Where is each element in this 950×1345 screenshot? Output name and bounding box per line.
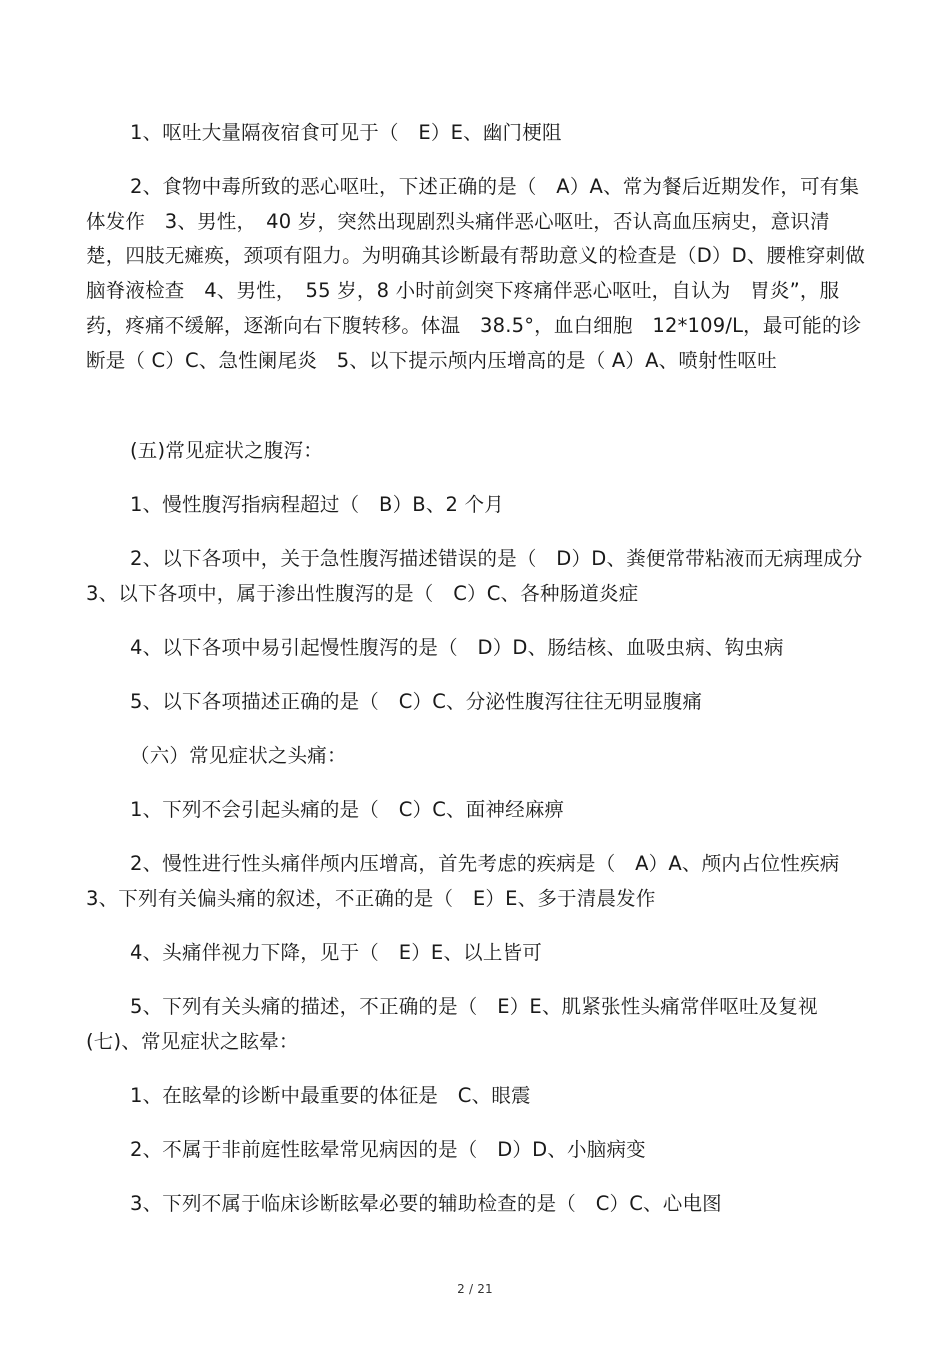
paragraph-6: 5、以下各项描述正确的是（ C）C、分泌性腹泻往往无明显腹痛 xyxy=(130,690,703,713)
paragraph-7: 1、下列不会引起头痛的是（ C）C、面神经麻痹 xyxy=(130,798,565,821)
paragraph-3: 1、慢性腹泻指病程超过（ B）B、2 个月 xyxy=(130,493,504,516)
paragraph-9: 4、头痛伴视力下降，见于（ E）E、以上皆可 xyxy=(130,941,542,964)
paragraph-13: 3、下列不属于临床诊断眩晕必要的辅助检查的是（ C）C、心电图 xyxy=(130,1192,722,1215)
paragraph-11: 1、在眩晕的诊断中最重要的体征是 C、眼震 xyxy=(130,1084,531,1107)
paragraph-2: 2、食物中毒所致的恶心呕吐，下述正确的是（ A）A、常为餐后近期发作，可有集体发作 3、男性， 40 岁，突然出现剧烈头痛伴恶心呕吐，否认高血压病史，意识清楚，四肢无瘫痪，颈项有阻力。为明确其诊断最有帮助意义的检查是（D）D、腰椎穿刺做脑脊液检查 4、男性， 55 岁，8 小时前剑突下疼痛伴恶心呕吐，自认为 胃炎”，服药，疼痛不缓解，逐渐向右下腹转移。体温 38.5°，血白细胞 12*109/L，最可能的诊断是（ C）C、急性阑尾炎 5、以下提示颅内压增高的是（ A）A、喷射性呕吐 xyxy=(86,175,866,372)
paragraph-12: 2、不属于非前庭性眩晕常见病因的是（ D）D、小脑病变 xyxy=(130,1138,646,1161)
paragraph-4: 2、以下各项中，关于急性腹泻描述错误的是（ D）D、粪便常带粘液而无病理成分 3、以下各项中，属于渗出性腹泻的是（ C）C、各种肠道炎症 xyxy=(86,547,863,605)
paragraph-10: 5、下列有关头痛的描述，不正确的是（ E）E、肌紧张性头痛常伴呕吐及复视(七)、常见症状之眩晕： xyxy=(86,995,818,1053)
section-heading-diarrhea: (五)常见症状之腹泻： xyxy=(130,439,323,462)
page-indicator: 2 / 21 xyxy=(457,1282,493,1296)
paragraph-8: 2、慢性进行性头痛伴颅内压增高，首先考虑的疾病是（ A）A、颅内占位性疾病 3、下列有关偏头痛的叙述，不正确的是（ E）E、多于清晨发作 xyxy=(86,852,840,910)
section-heading-headache: （六）常见症状之头痛： xyxy=(130,744,347,767)
paragraph-5: 4、以下各项中易引起慢性腹泻的是（ D）D、肠结核、血吸虫病、钩虫病 xyxy=(130,636,784,659)
paragraph-1: 1、呕吐大量隔夜宿食可见于（ E）E、幽门梗阻 xyxy=(130,121,562,144)
